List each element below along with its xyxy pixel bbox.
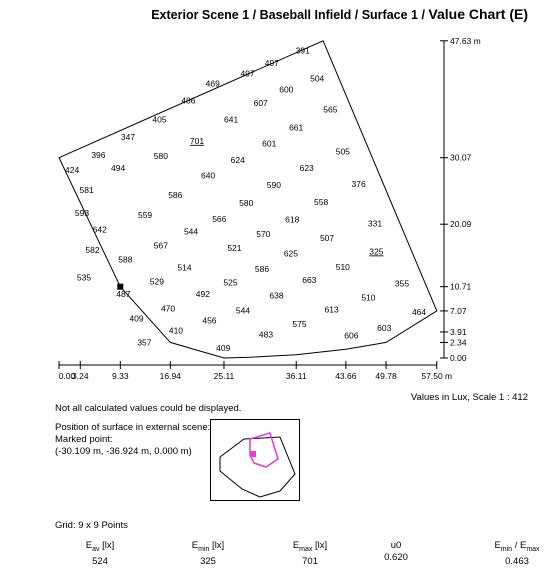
value-label: 505 [335,146,350,157]
value-label: 410 [168,325,184,336]
x-tick-label: 16.94 [159,371,181,381]
x-tick-label: 36.11 [285,371,307,381]
value-label: 661 [289,122,304,133]
values-in-lux-note: Values in Lux, Scale 1 : 412 [410,392,528,403]
value-label: 601 [262,138,277,149]
value-label: 470 [160,303,176,314]
value-label: 638 [269,290,284,301]
value-label: 376 [351,179,366,190]
value-label: 325 [369,246,384,257]
value-label: 456 [202,315,217,326]
value-label: 559 [137,209,153,220]
value-label: 396 [91,149,106,160]
value-label: 331 [367,218,383,229]
stats-row [60,540,540,570]
value-label: 347 [120,131,136,142]
value-label: 391 [295,45,310,56]
value-label: 424 [65,165,80,176]
y-tick-label: 7.07 [450,305,467,316]
value-label: 624 [230,155,245,166]
value-label: 558 [314,197,329,208]
stat-ratio-value: 0.463 [505,555,529,567]
value-label: 566 [212,213,227,224]
stat-ratio: $E_{min} / E_{max}$ 0.463 [472,540,553,568]
value-label: 586 [168,189,183,200]
marked-point-icon [250,451,256,457]
x-tick-label: 25.11 [213,371,235,381]
title-suffix: Value Chart (E) [428,6,528,22]
y-tick-label: 0.00 [450,353,467,363]
value-label: 618 [285,214,300,225]
y-tick-label: 2.34 [450,337,467,348]
thumbnail-frame [211,420,300,501]
value-label: 586 [254,263,270,274]
value-label: 567 [153,240,168,251]
x-tick-label: 3.24 [72,371,89,381]
position-info [55,422,210,458]
grid-info: Grid: 9 x 9 Points [55,520,128,531]
value-label: 409 [129,313,144,324]
value-label: 600 [279,84,294,95]
position-line-1: Position of surface in external scene: [55,422,211,433]
value-label: 529 [149,276,164,287]
stat-eav-value: 524 [92,555,108,567]
value-label: 355 [394,278,410,289]
x-tick-label: 9.33 [112,371,129,381]
value-label: 613 [324,304,339,315]
value-label: 357 [137,337,152,348]
value-label: 507 [319,233,335,244]
position-thumbnail [210,419,300,501]
value-label: 483 [258,329,274,340]
value-label: 535 [76,272,92,283]
value-label: 492 [195,289,210,300]
value-label: 580 [239,197,254,208]
value-label: 607 [253,97,268,108]
value-label: 575 [292,319,307,330]
value-label: 514 [177,262,192,273]
value-label: 497 [240,68,255,79]
stat-emax-value: 701 [302,555,318,567]
value-label: 581 [79,185,94,196]
stat-eav: $E_{av}$ [lx] 524 [60,540,140,568]
x-tick-label: 57.50 m [421,371,453,381]
value-label: 494 [111,163,126,174]
value-label: 701 [189,135,205,146]
value-label: 606 [344,330,359,341]
value-label: 641 [224,114,239,125]
value-label: 565 [323,104,338,115]
stat-u0: u0 0.620 [356,540,436,564]
value-label: 521 [227,243,242,254]
value-label: 640 [201,170,216,181]
value-label: 525 [223,277,238,288]
value-label: 544 [183,226,199,237]
y-tick-label: 20.09 [450,219,472,230]
y-tick-label: 30.07 [450,152,472,163]
y-tick-label: 47.63 m [450,35,481,46]
value-label: 469 [205,78,220,89]
stat-emax: $E_{max}$ [lx] 701 [270,540,350,568]
y-tick-label: 10.71 [450,281,472,292]
value-label: 487 [116,289,131,300]
not-calculated-note: Not all calculated values could be displayed. [55,403,242,414]
value-label: 497 [264,57,279,68]
title-prefix: Exterior Scene 1 / Baseball Infield / Surface 1 / [151,8,429,22]
value-label: 603 [377,323,392,334]
stat-u0-value: 0.620 [384,552,408,563]
stat-emin: $E_{min}$ [lx] 325 [168,540,248,568]
value-label: 663 [302,275,317,286]
x-tick-label: 49.78 [375,371,397,381]
value-label: 504 [310,73,325,84]
y-tick-label: 3.91 [450,326,467,337]
stat-emin-value: 325 [200,555,216,567]
x-tick-label: 0.00 [58,371,76,381]
value-label: 642 [92,224,107,235]
value-label: 625 [283,248,299,259]
position-line-3: (-30.109 m, -36.924 m, 0.000 m) [55,446,192,457]
value-label: 623 [299,163,314,174]
x-tick-label: 43.66 [335,371,357,381]
value-label: 409 [216,343,231,354]
value-label: 580 [153,151,168,162]
value-label: 405 [152,114,167,125]
position-line-2: Marked point: [55,434,113,445]
value-label: 590 [266,179,281,190]
value-label: 582 [85,245,100,256]
value-label: 510 [361,292,376,303]
value-label: 570 [256,229,271,240]
value-label: 486 [181,95,196,106]
value-label: 588 [118,254,133,265]
value-label: 464 [411,307,427,318]
value-label: 510 [335,261,350,272]
value-label: 544 [235,305,251,316]
value-label: 593 [74,207,90,218]
